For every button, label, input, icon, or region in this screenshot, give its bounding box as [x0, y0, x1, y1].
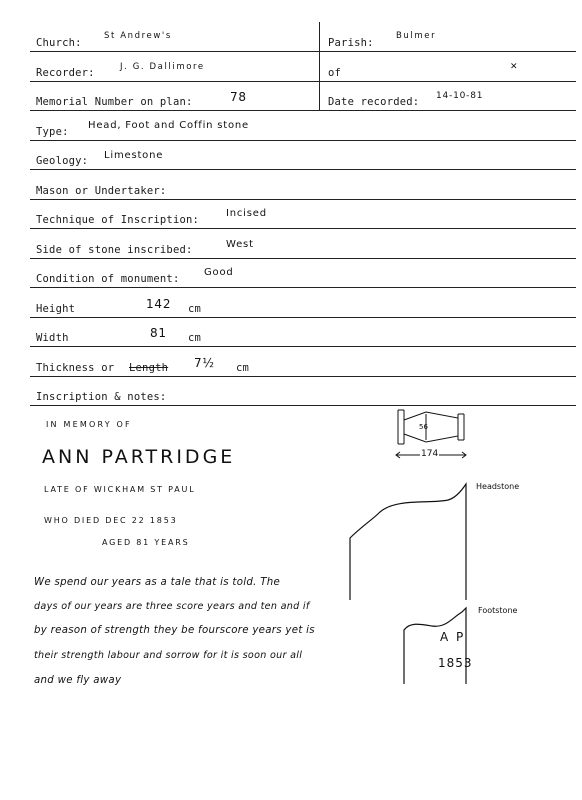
inscription-line: IN MEMORY OF: [46, 420, 132, 429]
width-label: Width: [36, 332, 69, 344]
height-unit: cm: [188, 303, 202, 315]
church-value: St Andrew's: [104, 31, 172, 41]
inscription-line: WHO DIED DEC 22 1853: [44, 516, 178, 525]
mason-label: Mason or Undertaker:: [36, 185, 167, 197]
side-inscribed-label: Side of stone inscribed:: [36, 244, 193, 256]
verse-line: by reason of strength they be fourscore years yet is: [34, 625, 315, 636]
memorial-number-value: 78: [230, 90, 247, 104]
date-recorded-label: Date recorded:: [328, 96, 420, 108]
thickness-struck-label: Length: [129, 362, 169, 374]
church-label: Church:: [36, 37, 82, 49]
coffin-length-value: 174: [421, 449, 439, 459]
verse-line: We spend our years as a tale that is told. The: [34, 577, 281, 588]
inscription-line: AGED 81 YEARS: [102, 538, 190, 547]
footstone-profile: [404, 608, 466, 684]
crossed-out-mark: ✕: [510, 62, 518, 72]
type-label: Type:: [36, 126, 69, 138]
technique-label: Technique of Inscription:: [36, 214, 200, 226]
footstone-label: Footstone: [478, 606, 518, 615]
geology-label: Geology:: [36, 155, 89, 167]
condition-label: Condition of monument:: [36, 273, 180, 285]
verse-line: their strength labour and sorrow for it is soon our all: [34, 650, 303, 661]
of-label: of: [328, 67, 342, 79]
thickness-value: 7½: [194, 356, 215, 370]
footstone-year: 1853: [438, 656, 473, 670]
height-label: Height: [36, 303, 76, 315]
verse-line: and we fly away: [34, 675, 122, 686]
inscription-notes-label: Inscription & notes:: [36, 391, 167, 403]
parish-label: Parish:: [328, 37, 374, 49]
inscription-line: LATE OF WICKHAM ST PAUL: [44, 485, 196, 494]
recorder-value: J. G. Dallimore: [120, 62, 205, 72]
thickness-unit: cm: [236, 362, 250, 374]
side-inscribed-value: West: [226, 239, 254, 250]
condition-value: Good: [204, 267, 234, 278]
memorial-number-label: Memorial Number on plan:: [36, 96, 193, 108]
width-value: 81: [150, 326, 167, 340]
thickness-label: Thickness or: [36, 362, 115, 374]
technique-value: Incised: [226, 208, 267, 219]
headstone-label: Headstone: [476, 482, 520, 491]
coffin-width-value: 56: [419, 423, 428, 431]
width-unit: cm: [188, 332, 202, 344]
geology-value: Limestone: [104, 150, 164, 161]
recorder-label: Recorder:: [36, 67, 95, 79]
parish-value: Bulmer: [396, 31, 437, 41]
date-recorded-value: 14-10-81: [436, 91, 484, 101]
height-value: 142: [146, 297, 172, 311]
headstone-profile: [350, 484, 466, 600]
footstone-initials: A P: [440, 630, 466, 644]
inscription-name: ANN PARTRIDGE: [42, 446, 236, 468]
verse-line: days of our years are three score years and ten and if: [34, 601, 310, 612]
type-value: Head, Foot and Coffin stone: [88, 120, 250, 131]
